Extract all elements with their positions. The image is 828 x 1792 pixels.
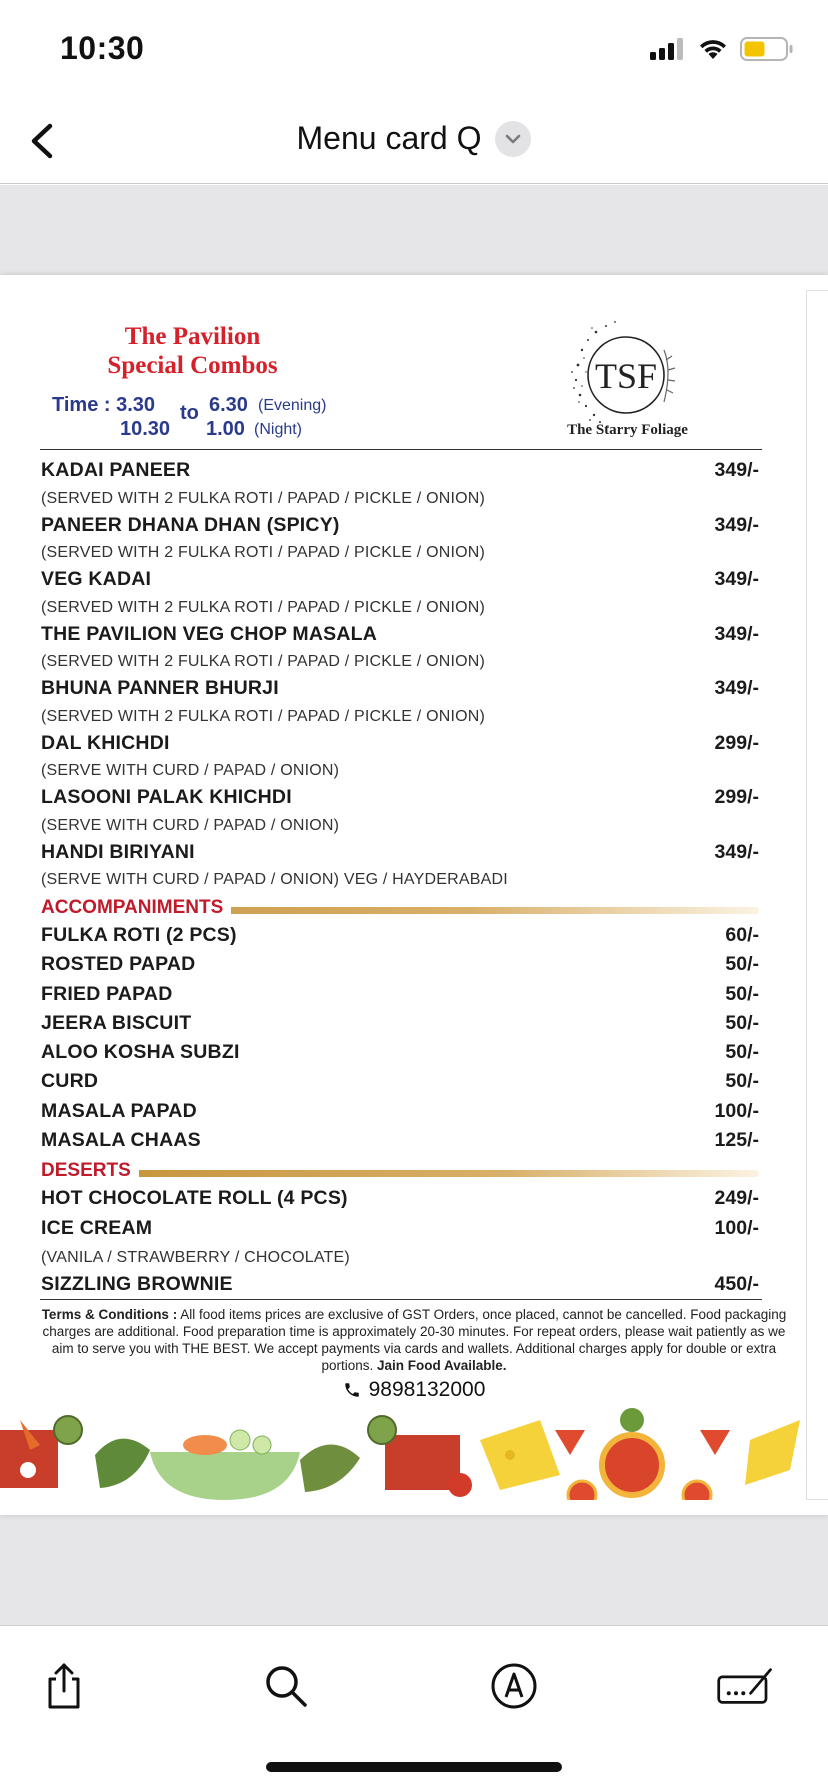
evening-note: (Evening) (258, 397, 327, 414)
chevron-down-icon (503, 132, 523, 146)
item-description: (VANILA / STRAWBERRY / CHOCOLATE) (41, 1248, 350, 1266)
item-name: THE PAVILION VEG CHOP MASALA (41, 622, 378, 645)
phone-contact (0, 1378, 828, 1402)
search-icon (262, 1662, 310, 1710)
evening-end-time: 6.30 (209, 394, 248, 416)
combo-item (41, 732, 759, 787)
item-name: VEG KADAI (41, 568, 152, 590)
item-name: HOT CHOCOLATE ROLL (4 PCS) (41, 1187, 348, 1210)
cellular-signal-icon (650, 38, 686, 60)
battery-icon (740, 36, 794, 62)
item-price: 450/- (714, 1272, 759, 1295)
time-block (52, 392, 352, 442)
item-description: (SERVED WITH 2 FULKA ROTI / PAPAD / PICKLE / ONION) (41, 707, 486, 725)
markup-button[interactable] (484, 1656, 544, 1716)
pizza-illustration (555, 1408, 730, 1500)
night-end-time: 1.00 (206, 418, 245, 440)
share-icon (42, 1661, 86, 1711)
combo-item (41, 459, 759, 514)
item-name: JEERA BISCUIT (41, 1011, 192, 1034)
item-description: (SERVED WITH 2 FULKA ROTI / PAPAD / PICKLE / ONION) (41, 489, 486, 507)
accompaniments-list (41, 924, 759, 1158)
item-price: 50/- (725, 982, 759, 1005)
item-name: PANEER DHANA DHAN (SPICY) (41, 513, 340, 536)
item-price: 100/- (714, 1099, 759, 1122)
item-name: KADAI PANEER (41, 459, 191, 481)
item-name: ROSTED PAPAD (41, 953, 196, 976)
combo-item (41, 786, 759, 841)
terms-and-conditions (30, 1306, 798, 1374)
item-price: 50/- (725, 1011, 759, 1034)
item-name: MASALA PAPAD (41, 1099, 197, 1122)
section-title: DESERTS (41, 1160, 139, 1182)
item-name: BHUNA PANNER BHURJI (41, 677, 279, 699)
item-name: MASALA CHAAS (41, 1129, 201, 1152)
item-description: (SERVE WITH CURD / PAPAD / ONION) (41, 762, 340, 779)
item-description: (SERVED WITH 2 FULKA ROTI / PAPAD / PICKLE / ONION) (41, 653, 486, 670)
list-item (41, 1012, 759, 1041)
item-price: 349/- (714, 568, 759, 590)
list-item (41, 983, 759, 1012)
item-name: ALOO KOSHA SUBZI (41, 1041, 240, 1064)
status-time: 10:30 (60, 30, 145, 66)
item-price: 299/- (714, 786, 759, 808)
jain-note: Jain Food Available. (377, 1358, 507, 1373)
list-item (41, 924, 759, 953)
share-button[interactable] (34, 1656, 94, 1716)
item-name: CURD (41, 1070, 99, 1093)
item-name: LASOONI PALAK KHICHDI (41, 786, 292, 808)
vegetable-illustration (0, 1416, 82, 1488)
item-name: SIZZLING BROWNIE (41, 1272, 233, 1295)
item-name: FULKA ROTI (2 PCS) (41, 924, 237, 946)
status-bar (0, 0, 828, 100)
accompaniments-header (41, 895, 759, 924)
item-price: 249/- (714, 1187, 759, 1210)
combo-title (70, 322, 315, 380)
navigation-bar (0, 100, 828, 184)
list-item (41, 1100, 759, 1129)
combo-item (41, 514, 759, 569)
combo-item (41, 841, 759, 896)
item-description: (SERVE WITH CURD / PAPAD / ONION) VEG / HAYDERABADI (41, 871, 508, 888)
tsf-logo (560, 310, 690, 440)
next-page-edge (806, 290, 828, 1500)
section-bar (131, 1170, 759, 1177)
footer-divider (40, 1299, 762, 1300)
phone-number: 9898132000 (368, 1378, 486, 1401)
deserts-header (41, 1158, 759, 1187)
list-item (41, 1187, 759, 1216)
item-price: 299/- (714, 731, 759, 754)
item-price: 349/- (714, 840, 759, 863)
combo-item (41, 568, 759, 623)
list-item (41, 1070, 759, 1099)
item-price: 50/- (725, 1041, 759, 1064)
item-name: DAL KHICHDI (41, 731, 170, 754)
item-price: 125/- (714, 1129, 759, 1152)
item-price: 50/- (725, 1070, 759, 1093)
logo-text: TSF (594, 356, 658, 396)
document-title[interactable]: Menu card Q (296, 120, 482, 156)
vegetable-illustration-2 (368, 1416, 472, 1497)
item-price: 349/- (714, 677, 759, 699)
item-price: 50/- (725, 953, 759, 976)
list-item (41, 1217, 759, 1246)
terms-text: All food items prices are exclusive of GST Orders, once placed, cannot be cancelled. Food packaging charges are additional. Food preparation time is approximately 20-30 minutes. For repeat orders, please wait patiently as we aim to serve you with THE BEST. We accept payments via cards and wallets. Additional charges apply for double or extra portions. (42, 1307, 787, 1373)
time-label: Time : 3.30 (52, 394, 156, 416)
status-icons (650, 36, 794, 62)
markup-pen-icon (489, 1661, 539, 1711)
night-start-time: 10.30 (120, 418, 171, 440)
time-to-word: to (180, 402, 199, 424)
logo-name: The Starry Foliage (567, 422, 688, 438)
section-title: ACCOMPANIMENTS (41, 897, 231, 919)
title-group (0, 120, 828, 157)
salad-bowl-illustration (150, 1430, 300, 1500)
signature-icon (716, 1662, 776, 1710)
search-button[interactable] (256, 1656, 316, 1716)
food-illustration-strip (0, 1400, 828, 1500)
item-description: (SERVED WITH 2 FULKA ROTI / PAPAD / PICKLE / ONION) (41, 544, 486, 561)
list-item (41, 1129, 759, 1158)
header-divider (40, 449, 762, 450)
item-price: 349/- (714, 513, 759, 536)
item-price: 100/- (714, 1216, 759, 1239)
item-price: 349/- (714, 459, 759, 481)
combo-item (41, 677, 759, 732)
night-note: (Night) (254, 421, 303, 438)
combo-list (41, 459, 759, 1302)
list-item (41, 1041, 759, 1070)
item-description: (SERVE WITH CURD / PAPAD / ONION) (41, 816, 340, 834)
combo-title-line1: The Pavilion (124, 323, 261, 350)
terms-label: Terms & Conditions : (41, 1307, 178, 1322)
item-price: 60/- (725, 924, 759, 946)
item-price: 349/- (714, 622, 759, 645)
item-name: ICE CREAM (41, 1216, 153, 1239)
wifi-icon (698, 38, 728, 60)
list-item (41, 1273, 759, 1302)
combo-item (41, 623, 759, 678)
item-name: HANDI BIRIYANI (41, 840, 195, 863)
home-indicator (266, 1762, 562, 1772)
deserts-list (41, 1187, 759, 1302)
list-item (41, 953, 759, 982)
annotate-button[interactable] (716, 1656, 776, 1716)
item-description: (SERVED WITH 2 FULKA ROTI / PAPAD / PICKLE / ONION) (41, 598, 486, 616)
phone-icon (343, 1381, 361, 1399)
title-menu-button[interactable] (495, 121, 531, 157)
combo-title-line2: Special Combos (107, 352, 278, 379)
item-name: FRIED PAPAD (41, 982, 173, 1005)
